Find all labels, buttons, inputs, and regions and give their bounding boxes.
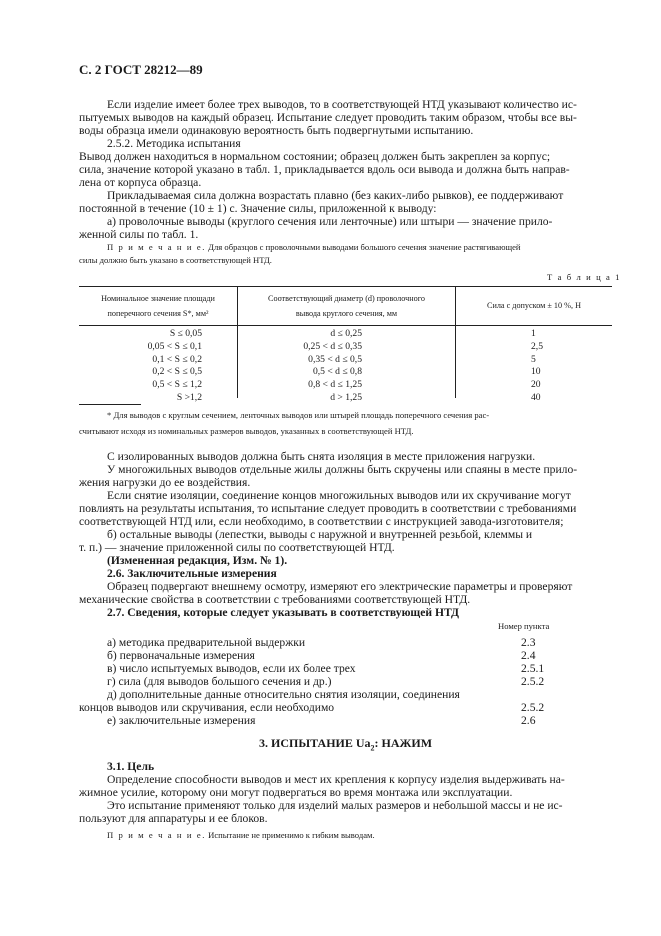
table-cell: 2,5 xyxy=(531,340,543,352)
item-text: б) первоначальные измерения xyxy=(107,649,255,662)
table-cell: 0,35 < d ≤ 0,5 xyxy=(308,353,362,365)
table-col-area xyxy=(79,328,202,405)
section-3-title-main: 3. ИСПЫТАНИЕ Ua xyxy=(259,736,371,750)
note1-line2: силы должно быть указано в соответствующей НТД. xyxy=(79,255,272,265)
s252-line: лена от корпуса образца. xyxy=(79,176,202,189)
s26-line: Образец подвергают внешнему осмотру, измеряют его электрические параметры и проверяют xyxy=(107,580,573,593)
table-header-force xyxy=(456,298,612,313)
section-3-1-heading: 3.1. Цель xyxy=(107,760,155,773)
item-number: 2.5.2 xyxy=(521,675,545,688)
table-cell: S >1,2 xyxy=(176,391,202,403)
item-number: 2.5.1 xyxy=(521,662,545,675)
table-cell: 10 xyxy=(531,366,541,378)
s26-line: механические свойства в соответствии с требованиями соответствующей НТД. xyxy=(79,593,471,606)
para4-line: Если снятие изоляции, соединение концов многожильных выводов или их скручивание могут xyxy=(107,489,571,502)
table-header-area xyxy=(79,291,237,321)
section-3-title xyxy=(259,736,432,752)
section-2-6-heading: 2.6. Заключительные измерения xyxy=(107,567,277,580)
s31-line: Определение способности выводов и мест их крепления к корпусу изделия выдерживать на- xyxy=(107,773,565,786)
header-line: вывода круглого сечения, мм xyxy=(295,309,398,318)
para1-line: Если изделие имеет более трех выводов, то в соответствующей НТД указывают количество ис- xyxy=(107,98,577,111)
page-header: С. 2 ГОСТ 28212—89 xyxy=(79,62,203,77)
table-caption: Т а б л и ц а 1 xyxy=(547,272,622,282)
table-cell: 0,5 < S ≤ 1,2 xyxy=(152,379,202,391)
s252-line: сила, значение которой указано в табл. 1, прикладывается вдоль оси вывода и должна быть направ- xyxy=(79,163,570,176)
footnote-line: считывают исходя из номинальных размеров выводов, указанных в соответствующей НТД. xyxy=(79,426,414,436)
note2-label: П р и м е ч а н и е. xyxy=(107,830,206,840)
s31-line: Это испытание применяют только для изделий малых размеров и небольшой массы и не ис- xyxy=(107,799,563,812)
footnote-line: * Для выводов с круглым сечением, ленточных выводов или штырей площадь поперечного сечения рас- xyxy=(107,410,490,420)
header-line: Соответствующий диаметр (d) проволочного xyxy=(268,294,425,303)
table-cell: 40 xyxy=(531,391,541,403)
s31-line: пользуют для аппаратуры и ее блоков. xyxy=(79,812,268,825)
table-col-diameter xyxy=(238,328,362,405)
table-header-diameter xyxy=(238,291,455,321)
para1-line: воды образца имели одинаковую вероятность быть подвергнутыми испытанию. xyxy=(79,124,474,137)
table-top-rule xyxy=(79,286,612,287)
s252-line: Вывод должен находиться в нормальном состоянии; образец должен быть закреплен за корпус; xyxy=(79,150,551,163)
para3-line: постоянной в течение (10 ± 1) с. Значение силы, приложенной к выводу: xyxy=(79,202,437,215)
para3-line: а) проволочные выводы (круглого сечения или ленточные) или штыри — значение прило- xyxy=(107,215,553,228)
header-line: поперечного сечения S*, мм² xyxy=(107,309,209,318)
table-cell: S ≤ 0,05 xyxy=(169,328,202,339)
para1-line: пытуемых выводов на каждый образец. Испытание следует проводить таким образом, чтобы все вы- xyxy=(79,111,577,124)
para4-line: С изолированных выводов должна быть снята изоляция в месте приложения нагрузки. xyxy=(107,450,536,463)
item-number-header: Номер пункта xyxy=(498,621,550,631)
item-text: е) заключительные измерения xyxy=(107,714,256,727)
note2 xyxy=(107,828,375,842)
para3-line: Прикладываемая сила должна возрастать плавно (без каких-либо рывков), ее поддерживают xyxy=(107,189,564,202)
para4-line: соответствующей НТД или, если необходимо, в соответствии с инструкцией завода-изготовителя; xyxy=(79,515,564,528)
header-line: Номинальное значение площади xyxy=(101,294,215,303)
section-3-title-end: : НАЖИМ xyxy=(374,736,433,750)
table-cell: 0,5 < d ≤ 0,8 xyxy=(312,366,362,378)
table-cell: d ≤ 0,25 xyxy=(330,328,362,339)
item-text: в) число испытуемых выводов, если их более трех xyxy=(107,662,356,675)
item-number: 2.5.2 xyxy=(521,701,545,714)
item-text: г) сила (для выводов большого сечения и др.) xyxy=(107,675,332,688)
para4-line: У многожильных выводов отдельные жилы должны быть скручены или спаяны в месте прило- xyxy=(107,463,578,476)
table-cell: 20 xyxy=(531,379,541,391)
item-text: д) дополнительные данные относительно снятия изоляции, соединения xyxy=(107,688,460,701)
note1-line1 xyxy=(107,240,521,254)
item-number: 2.3 xyxy=(521,636,536,649)
para4-line: т. п.) — значение приложенной силы по соответствующей НТД. xyxy=(79,541,395,554)
table-cell: 0,05 < S ≤ 0,1 xyxy=(147,340,202,352)
note1-label: П р и м е ч а н и е. xyxy=(107,242,206,252)
amendment-note: (Измененная редакция, Изм. № 1). xyxy=(107,554,288,567)
table-cell: 1 xyxy=(531,328,536,339)
note1-text: Для образцов с проволочными выводами большого сечения значение растягивающей xyxy=(206,242,521,252)
section-2-7-heading: 2.7. Сведения, которые следует указывать в соответствующей НТД xyxy=(107,606,459,619)
s31-line: жимное усилие, которому они могут подвергаться во время монтажа или эксплуатации. xyxy=(79,786,513,799)
table-cell: 0,8 < d ≤ 1,25 xyxy=(308,379,362,391)
note2-text: Испытание не применимо к гибким выводам. xyxy=(206,830,375,840)
section-2-5-2-heading: 2.5.2. Методика испытания xyxy=(107,137,241,150)
table-cell: 0,25 < d ≤ 0,35 xyxy=(303,340,362,352)
table-cell: d > 1,25 xyxy=(330,391,362,403)
header-line: Сила с допуском ± 10 %, Н xyxy=(487,301,581,310)
table-cell: 0,1 < S ≤ 0,2 xyxy=(152,353,202,365)
item-number: 2.4 xyxy=(521,649,536,662)
table-cell: 5 xyxy=(531,353,536,365)
item-text: концов выводов или скручивания, если необходимо xyxy=(79,701,335,714)
table-header-rule xyxy=(79,325,612,326)
item-number: 2.6 xyxy=(521,714,536,727)
para3-line: женной силы по табл. 1. xyxy=(79,228,199,241)
footnote-separator xyxy=(79,404,141,405)
para4-line: повлиять на результаты испытания, то испытание следует проводить в соответствии с требованиями xyxy=(79,502,577,515)
section-3-title-sub: 2 xyxy=(370,743,375,753)
table-col-force xyxy=(531,328,543,405)
para4-line: б) остальные выводы (лепестки, выводы с наружной и внутренней резьбой, клеммы и xyxy=(107,528,533,541)
item-text: а) методика предварительной выдержки xyxy=(107,636,306,649)
table-cell: 0,2 < S ≤ 0,5 xyxy=(152,366,202,378)
para4-line: жения нагрузки до ее воздействия. xyxy=(79,476,251,489)
